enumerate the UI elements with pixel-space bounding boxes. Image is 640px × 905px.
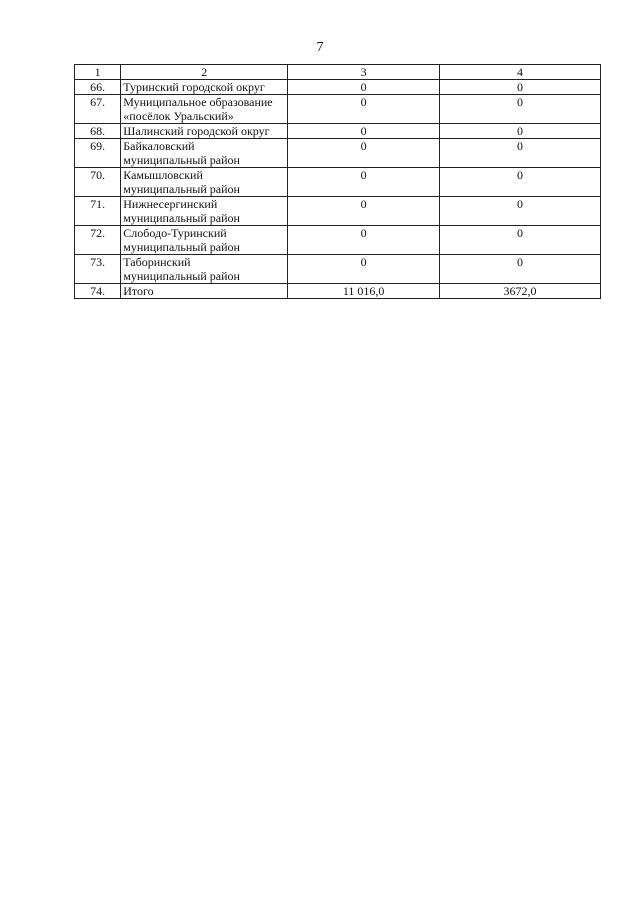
row-name — [121, 168, 288, 197]
row-value-3: 0 — [288, 139, 440, 168]
table-row — [75, 95, 601, 124]
row-value-4: 0 — [440, 124, 601, 139]
row-number: 71. — [75, 197, 121, 226]
row-value-4: 0 — [440, 168, 601, 197]
row-number: 74. — [75, 284, 121, 299]
row-name — [121, 139, 288, 168]
row-value-3: 0 — [288, 80, 440, 95]
table-row — [75, 197, 601, 226]
table-row — [75, 168, 601, 197]
row-name-line: Туринский городской округ — [123, 80, 265, 94]
row-value-3: 0 — [288, 95, 440, 124]
row-value-3: 0 — [288, 124, 440, 139]
row-name — [121, 80, 288, 95]
table-row — [75, 80, 601, 95]
table-row — [75, 226, 601, 255]
header-cell-2: 2 — [121, 65, 288, 80]
row-name-line: Итого — [123, 284, 154, 298]
row-number: 72. — [75, 226, 121, 255]
row-value-3: 0 — [288, 226, 440, 255]
row-name-line: «посёлок Уральский» — [123, 109, 234, 123]
row-value-4: 0 — [440, 139, 601, 168]
row-value-4: 3672,0 — [440, 284, 601, 299]
row-number: 66. — [75, 80, 121, 95]
row-name-line: Муниципальное образование — [123, 95, 273, 109]
page-number: 7 — [316, 40, 324, 55]
row-name-line: муниципальный район — [123, 269, 240, 283]
row-value-3: 0 — [288, 255, 440, 284]
row-name-line: Слободо-Туринский — [123, 226, 227, 240]
row-name-line: муниципальный район — [123, 211, 240, 225]
row-name-line: Шалинский городской округ — [123, 124, 270, 138]
row-value-4: 0 — [440, 226, 601, 255]
row-name — [121, 226, 288, 255]
row-name-line: Таборинский — [123, 255, 191, 269]
table-row — [75, 139, 601, 168]
header-cell-3: 3 — [288, 65, 440, 80]
row-value-3: 0 — [288, 197, 440, 226]
row-name-line: муниципальный район — [123, 240, 240, 254]
row-name — [121, 197, 288, 226]
row-value-4: 0 — [440, 255, 601, 284]
row-number: 70. — [75, 168, 121, 197]
row-value-3: 0 — [288, 168, 440, 197]
row-value-4: 0 — [440, 80, 601, 95]
row-number: 67. — [75, 95, 121, 124]
table-row — [75, 124, 601, 139]
row-name — [121, 124, 288, 139]
row-value-4: 0 — [440, 197, 601, 226]
row-name-line: муниципальный район — [123, 182, 240, 196]
row-name — [121, 284, 288, 299]
row-name — [121, 255, 288, 284]
header-cell-4: 4 — [440, 65, 601, 80]
row-value-4: 0 — [440, 95, 601, 124]
row-name-line: Камышловский — [123, 168, 203, 182]
table-header-row — [75, 65, 601, 80]
row-name-line: Нижнесергинский — [123, 197, 218, 211]
table-row — [75, 255, 601, 284]
row-name — [121, 95, 288, 124]
row-number: 69. — [75, 139, 121, 168]
row-name-line: Байкаловский — [123, 139, 195, 153]
row-value-3: 11 016,0 — [288, 284, 440, 299]
data-table — [74, 64, 601, 299]
table-row-total — [75, 284, 601, 299]
header-cell-1: 1 — [75, 65, 121, 80]
row-number: 68. — [75, 124, 121, 139]
row-number: 73. — [75, 255, 121, 284]
row-name-line: муниципальный район — [123, 153, 240, 167]
